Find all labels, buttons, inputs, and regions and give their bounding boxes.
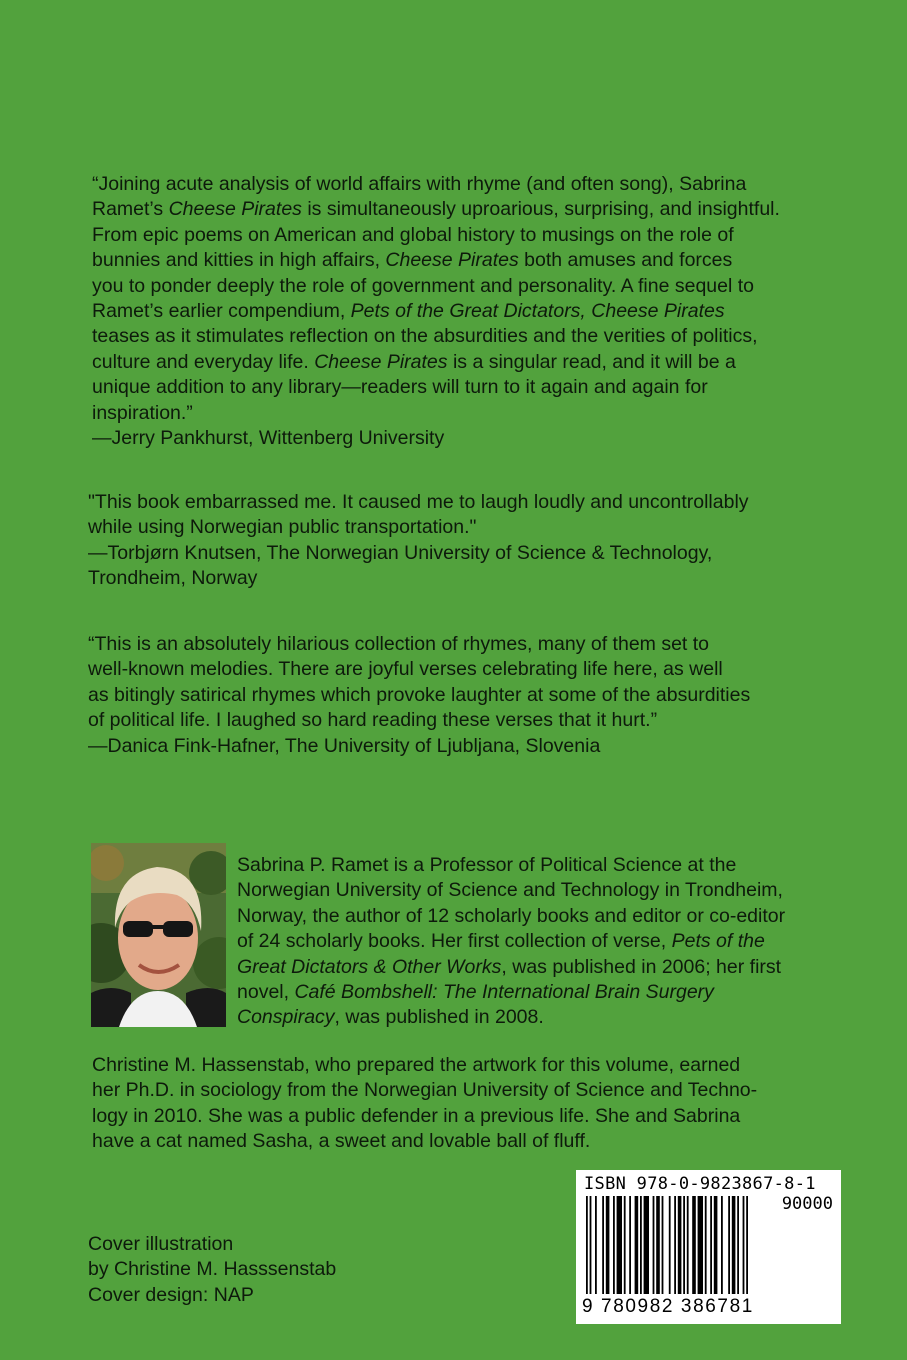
italic-title: Pets of the Great Dictators, Cheese Pirates bbox=[350, 300, 725, 323]
text-segment: , was published in 2006; her first bbox=[501, 955, 782, 978]
text-segment: —Torbjørn Knutsen, The Norwegian University of Science & Technology, bbox=[88, 541, 713, 564]
text-line bbox=[88, 683, 750, 708]
text-segment: while using Norwegian public transportation." bbox=[88, 516, 477, 539]
barcode-number: 9 780982 386781 bbox=[582, 1296, 754, 1317]
text-line bbox=[92, 350, 780, 375]
barcode-bar bbox=[644, 1196, 649, 1294]
italic-title: Cheese Pirates bbox=[168, 198, 302, 221]
text-line bbox=[88, 734, 750, 759]
barcode-bar bbox=[590, 1196, 592, 1294]
text-line bbox=[92, 223, 780, 248]
text-line bbox=[237, 904, 785, 929]
text-line bbox=[92, 197, 780, 222]
barcode-bar bbox=[678, 1196, 682, 1294]
barcode-bar bbox=[617, 1196, 622, 1294]
text-segment: Ramet’s earlier compendium, bbox=[92, 300, 351, 323]
barcode-bar bbox=[602, 1196, 604, 1294]
barcode-bar bbox=[692, 1196, 696, 1294]
barcode-bar bbox=[656, 1196, 660, 1294]
text-line bbox=[237, 929, 785, 954]
text-segment: bunnies and kitties in high affairs, bbox=[92, 249, 386, 272]
author-bio bbox=[237, 853, 785, 1031]
barcode-bar bbox=[595, 1196, 597, 1294]
barcode-bar bbox=[674, 1196, 676, 1294]
text-segment: novel, bbox=[237, 981, 295, 1004]
barcode-bar bbox=[732, 1196, 736, 1294]
isbn-label: ISBN 978-0-9823867-8-1 bbox=[584, 1174, 816, 1194]
text-segment: you to ponder deeply the role of government and personality. A fine sequel to bbox=[92, 274, 755, 297]
text-line bbox=[92, 299, 780, 324]
text-line bbox=[237, 955, 785, 980]
text-segment: Norway, the author of 12 scholarly books and editor or co-editor bbox=[237, 904, 786, 927]
text-segment: well-known melodies. There are joyful verses celebrating life here, as well bbox=[88, 658, 723, 681]
barcode-bar bbox=[629, 1196, 631, 1294]
text-segment: by Christine M. Hasssenstab bbox=[88, 1258, 337, 1281]
text-line bbox=[88, 708, 750, 733]
barcode-bar bbox=[698, 1196, 703, 1294]
text-segment: “Joining acute analysis of world affairs with rhyme (and often song), Sabrina bbox=[92, 173, 747, 195]
text-segment: of 24 scholarly books. Her first collection of verse, bbox=[237, 930, 672, 953]
text-line bbox=[92, 274, 780, 299]
barcode-bar bbox=[624, 1196, 626, 1294]
text-line bbox=[92, 426, 780, 451]
barcode-bar bbox=[714, 1196, 718, 1294]
text-line bbox=[88, 566, 749, 591]
italic-title: Café Bombshell: The International Brain Surgery bbox=[294, 981, 714, 1004]
blurb-danica-fink-hafner bbox=[88, 632, 750, 759]
text-segment: is simultaneously uproarious, surprising, and insightful. bbox=[301, 198, 780, 221]
barcode-bar bbox=[640, 1196, 642, 1294]
barcode-bar bbox=[687, 1196, 689, 1294]
italic-title: Conspiracy bbox=[237, 1006, 335, 1029]
text-line bbox=[92, 1078, 757, 1103]
artist-bio bbox=[92, 1053, 757, 1155]
text-segment: Ramet’s bbox=[92, 198, 169, 221]
barcode-bar bbox=[710, 1196, 712, 1294]
author-photo bbox=[91, 843, 226, 1027]
text-line bbox=[88, 657, 750, 682]
text-line bbox=[88, 1257, 336, 1282]
text-line bbox=[88, 1232, 336, 1257]
text-segment: teases as it stimulates reflection on the absurdities and the verities of politics, bbox=[92, 325, 758, 348]
text-line bbox=[88, 632, 750, 657]
barcode-bar bbox=[635, 1196, 639, 1294]
barcode-bar bbox=[662, 1196, 664, 1294]
text-segment: is a singular read, and it will be a bbox=[447, 350, 736, 373]
text-segment: unique addition to any library—readers will turn to it again and again for bbox=[92, 376, 708, 399]
barcode-bar bbox=[737, 1196, 739, 1294]
italic-title: Great Dictators & Other Works bbox=[237, 955, 502, 978]
italic-title: Cheese Pirates bbox=[385, 249, 519, 272]
blurb-torbjorn-knutsen bbox=[88, 490, 749, 592]
text-line bbox=[92, 1129, 757, 1154]
text-line bbox=[237, 1005, 785, 1030]
barcode-bar bbox=[743, 1196, 745, 1294]
text-segment: From epic poems on American and global history to musings on the role of bbox=[92, 223, 734, 246]
text-segment: —Danica Fink-Hafner, The University of Ljubljana, Slovenia bbox=[88, 734, 601, 757]
blurb-jerry-pankhurst bbox=[92, 172, 780, 451]
text-line bbox=[92, 375, 780, 400]
text-line bbox=[237, 878, 785, 903]
text-line bbox=[88, 515, 749, 540]
text-segment: Cover illustration bbox=[88, 1233, 234, 1255]
text-segment: “This is an absolutely hilarious collection of rhymes, many of them set to bbox=[88, 633, 710, 655]
text-segment: —Jerry Pankhurst, Wittenberg University bbox=[92, 427, 445, 450]
text-segment: logy in 2010. She was a public defender in a previous life. She and Sabrina bbox=[92, 1104, 741, 1127]
text-segment: of political life. I laughed so hard reading these verses that it hurt.” bbox=[88, 709, 658, 732]
text-line bbox=[88, 1283, 336, 1308]
cover-credits bbox=[88, 1232, 336, 1308]
barcode-bar bbox=[728, 1196, 730, 1294]
text-segment: , was published in 2008. bbox=[334, 1006, 544, 1029]
barcode-bar bbox=[613, 1196, 615, 1294]
text-line bbox=[92, 1104, 757, 1129]
italic-title: Cheese Pirates bbox=[314, 350, 448, 373]
text-line bbox=[92, 1053, 757, 1078]
barcode-bar bbox=[606, 1196, 610, 1294]
barcode-bar bbox=[683, 1196, 685, 1294]
text-segment: Cover design: NAP bbox=[88, 1283, 254, 1306]
italic-title: Pets of the bbox=[671, 930, 765, 953]
text-segment: both amuses and forces bbox=[518, 249, 733, 272]
text-line bbox=[88, 490, 749, 515]
text-segment: Christine M. Hassenstab, who prepared the artwork for this volume, earned bbox=[92, 1054, 741, 1076]
barcode-bar bbox=[746, 1196, 748, 1294]
text-segment: inspiration.” bbox=[92, 401, 193, 424]
text-segment: have a cat named Sasha, a sweet and lovable ball of fluff. bbox=[92, 1130, 591, 1153]
barcode-bar bbox=[721, 1196, 723, 1294]
text-line bbox=[237, 853, 785, 878]
text-segment: her Ph.D. in sociology from the Norwegian University of Science and Techno- bbox=[92, 1079, 758, 1102]
price-code: 90000 bbox=[781, 1194, 833, 1214]
text-segment: as bitingly satirical rhymes which provoke laughter at some of the absurdities bbox=[88, 683, 751, 706]
barcode-bar bbox=[653, 1196, 655, 1294]
isbn-barcode bbox=[576, 1170, 841, 1324]
text-line bbox=[92, 401, 780, 426]
text-line bbox=[92, 248, 780, 273]
text-line bbox=[92, 172, 780, 197]
text-segment: Norwegian University of Science and Technology in Trondheim, bbox=[237, 879, 783, 902]
text-line bbox=[88, 541, 749, 566]
text-segment: Trondheim, Norway bbox=[88, 567, 258, 590]
text-segment: "This book embarrassed me. It caused me to laugh loudly and uncontrollably bbox=[88, 491, 749, 513]
text-line bbox=[92, 324, 780, 349]
barcode-bar bbox=[586, 1196, 588, 1294]
barcode-bar bbox=[669, 1196, 671, 1294]
text-segment: Sabrina P. Ramet is a Professor of Political Science at the bbox=[237, 854, 737, 876]
text-line bbox=[237, 980, 785, 1005]
barcode-bar bbox=[705, 1196, 707, 1294]
text-segment: culture and everyday life. bbox=[92, 350, 315, 373]
